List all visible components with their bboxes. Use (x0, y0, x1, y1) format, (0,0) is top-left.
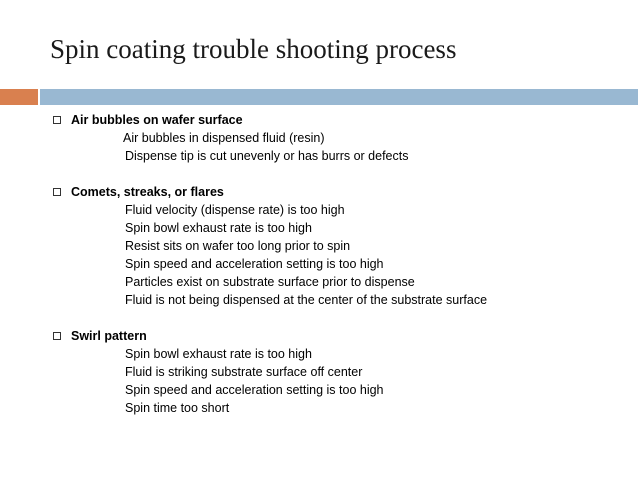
slide-title: Spin coating trouble shooting process (50, 34, 457, 64)
slide-content (0, 111, 638, 417)
list-item: Particles exist on substrate surface prior to dispense (125, 275, 415, 289)
list-item: Fluid is not being dispensed at the center of the substrate surface (125, 293, 488, 307)
accent-bar-blue (40, 89, 638, 105)
list-item: Dispense tip is cut unevenly or has burrs or defects (125, 149, 409, 163)
section-air-bubbles (0, 111, 638, 165)
list-item: Spin speed and acceleration setting is too high (125, 257, 384, 271)
list-item: Resist sits on wafer too long prior to spin (125, 239, 351, 253)
section-comets-streaks (0, 183, 638, 309)
square-bullet-icon (53, 188, 61, 196)
square-bullet-icon (53, 332, 61, 340)
section-heading: Comets, streaks, or flares (71, 185, 224, 199)
list-item: Fluid velocity (dispense rate) is too high (125, 203, 345, 217)
list-item: Spin time too short (125, 401, 230, 415)
list-item: Spin speed and acceleration setting is too high (125, 383, 384, 397)
section-swirl-pattern (0, 327, 638, 417)
list-item: Spin bowl exhaust rate is too high (125, 221, 312, 235)
list-item: Spin bowl exhaust rate is too high (125, 347, 312, 361)
list-item: Fluid is striking substrate surface off center (125, 365, 363, 379)
section-heading: Air bubbles on wafer surface (71, 113, 243, 127)
list-item: Air bubbles in dispensed fluid (resin) (123, 131, 325, 145)
square-bullet-icon (53, 116, 61, 124)
accent-bar-orange (0, 89, 38, 105)
section-heading: Swirl pattern (71, 329, 147, 343)
